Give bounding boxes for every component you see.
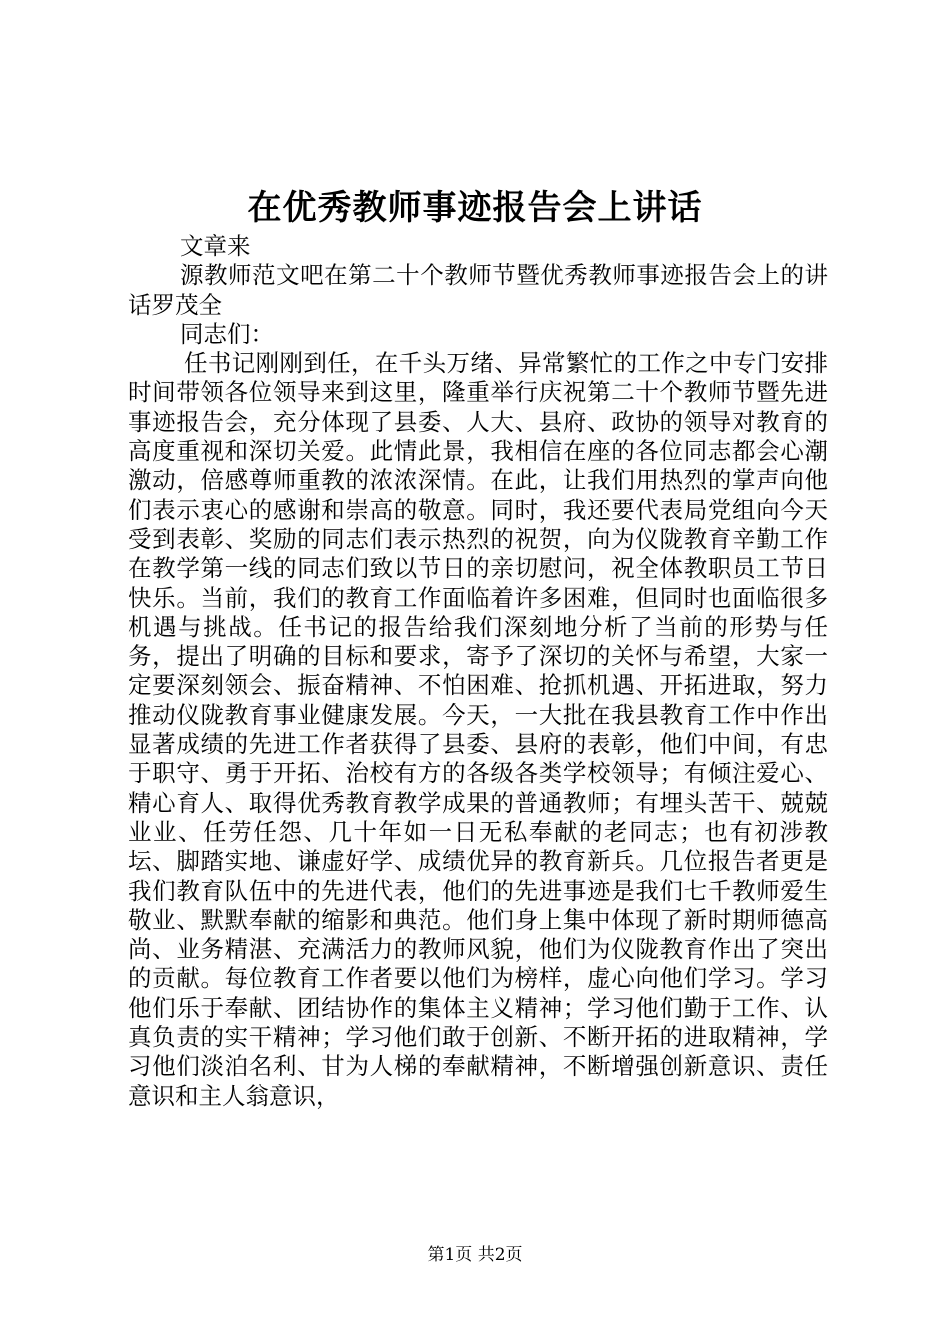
paragraph-source-prefix: 文章来 — [180, 232, 251, 260]
page-title: 在优秀教师事迹报告会上讲话 — [247, 188, 703, 228]
paragraph-main: 任书记刚刚到任，在千头万绪、异常繁忙的工作之中专门安排时间带领各位领导来到这里，隆重举行庆祝第二十个教师节暨先进事迹报告会，充分体现了县委、人大、县府、政协的领导对教育的高度重视和深切关爱。此情此景，我相信在座的各位同志都会心潮激动，倍感尊师重教的浓浓深情。在此，让我们用热烈的掌声向他们表示衷心的感谢和崇高的敬意。同时，我还要代表局党组向今天受到表彰、奖励的同志们表示热烈的祝贺，向为仪陇教育辛勤工作在教学第一线的同志们致以节日的亲切慰问，祝全体教职员工节日快乐。当前，我们的教育工作面临着许多困难，但同时也面临很多机遇与挑战。任书记的报告给我们深刻地分析了当前的形势与任务，提出了明确的目标和要求，寄予了深切的关怀与希望，大家一定要深刻领会、振奋精神、不怕困难、抢抓机遇、开拓进取，努力推动仪陇教育事业健康发展。今天，一大批在我县教育工作中作出显著成绩的先进工作者获得了县委、县府的表彰，他们中间，有忠于职守、勇于开拓、治校有方的各级各类学校领导；有倾注爱心、精心育人、取得优秀教育教学成果的普通教师；有埋头苦干、兢兢业业、任劳任怨、几十年如一日无私奉献的老同志；也有初涉教坛、脚踏实地、谦虚好学、成绩优异的教育新兵。几位报告者更是我们教育队伍中的先进代表，他们的先进事迹是我们七千教师爱生敬业、默默奉献的缩影和典范。他们身上集中体现了新时期师德高尚、业务精湛、充满活力的教师风貌，他们为仪陇教育作出了突出的贡献。每位教育工作者要以他们为榜样，虚心向他们学习。学习他们乐于奉献、团结协作的集体主义精神；学习他们勤于工作、认真负责的实干精神；学习他们敢于创新、不断开拓的进取精神，学习他们淡泊名利、甘为人梯的奉献精神，不断增强创新意识、责任意识和主人翁意识， — [128, 349, 828, 1110]
paragraph-salutation: 同志们： — [180, 319, 274, 348]
page-number-footer: 第1页 共2页 — [427, 1245, 523, 1265]
paragraph-source: 源教师范文吧在第二十个教师节暨优秀教师事迹报告会上的讲话罗茂全 — [128, 261, 828, 319]
document-body — [128, 232, 828, 1111]
